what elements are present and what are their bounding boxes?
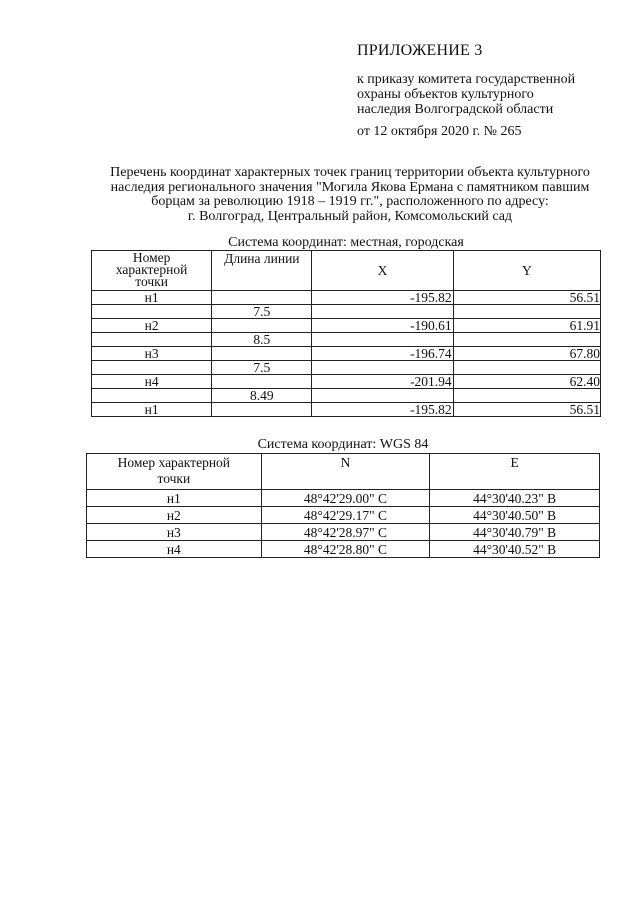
cell-point: н4 [87, 541, 262, 558]
cell-y [453, 305, 600, 319]
cell-length: 7.5 [212, 305, 312, 319]
header-n: N [261, 454, 430, 490]
table-local-coordinates [91, 250, 601, 417]
table-row [92, 347, 601, 361]
cell-point: н1 [92, 403, 212, 417]
cell-x: -195.82 [312, 403, 453, 417]
cell-x: -196.74 [312, 347, 453, 361]
appendix-date: от 12 октября 2020 г. № 265 [357, 124, 522, 139]
table-row [92, 319, 601, 333]
table-row [92, 333, 601, 347]
table-row [92, 305, 601, 319]
appendix-title: ПРИЛОЖЕНИЕ 3 [357, 42, 483, 59]
cell-x: -190.61 [312, 319, 453, 333]
cell-point [92, 361, 212, 375]
table-row [92, 389, 601, 403]
cell-n: 48°42'28.97" С [261, 524, 430, 541]
table-row [92, 361, 601, 375]
cell-length [212, 319, 312, 333]
cell-length: 7.5 [212, 361, 312, 375]
cell-point: н2 [87, 507, 262, 524]
cell-length: 8.49 [212, 389, 312, 403]
cell-x [312, 389, 453, 403]
cell-y: 56.51 [453, 291, 600, 305]
table-header-row [87, 454, 600, 490]
cell-n: 48°42'29.17" С [261, 507, 430, 524]
header-line-length: Длина линии [212, 251, 312, 291]
cell-x [312, 305, 453, 319]
cell-y [453, 389, 600, 403]
cell-x [312, 333, 453, 347]
table-row [87, 524, 600, 541]
cell-n: 48°42'29.00" С [261, 490, 430, 507]
header-e: E [430, 454, 600, 490]
cell-point [92, 333, 212, 347]
cell-e: 44°30'40.79" В [430, 524, 600, 541]
header-point-number [87, 454, 262, 490]
header-y: Y [453, 251, 600, 291]
cell-point: н1 [87, 490, 262, 507]
header-line: Номер [132, 250, 171, 265]
cell-point: н4 [92, 375, 212, 389]
header-line: характерной [115, 262, 188, 277]
cell-y: 56.51 [453, 403, 600, 417]
cell-length [212, 403, 312, 417]
heading-line: Перечень координат характерных точек границ территории объекта культурного [110, 165, 590, 180]
header-line: Номер характерной [117, 455, 231, 470]
table-wgs-caption: Система координат: WGS 84 [257, 437, 429, 452]
table-row [92, 375, 601, 389]
header-line: точки [135, 274, 168, 289]
cell-point [92, 305, 212, 319]
cell-length: 8.5 [212, 333, 312, 347]
cell-y [453, 333, 600, 347]
table-local-caption: Система координат: местная, городская [228, 235, 464, 250]
cell-x [312, 361, 453, 375]
header-point-number [92, 251, 212, 291]
table-row [92, 403, 601, 417]
cell-point: н3 [87, 524, 262, 541]
cell-point: н2 [92, 319, 212, 333]
cell-point: н3 [92, 347, 212, 361]
cell-n: 48°42'28.80" С [261, 541, 430, 558]
appendix-line: наследия Волгоградской области [357, 102, 554, 117]
cell-length [212, 291, 312, 305]
cell-point [92, 389, 212, 403]
table-row [87, 507, 600, 524]
cell-y: 67.80 [453, 347, 600, 361]
table-row [92, 291, 601, 305]
cell-y [453, 361, 600, 375]
cell-point: н1 [92, 291, 212, 305]
cell-y: 62.40 [453, 375, 600, 389]
table-row [87, 490, 600, 507]
table-header-row [92, 251, 601, 291]
cell-y: 61.91 [453, 319, 600, 333]
table-wgs84-coordinates [86, 453, 600, 558]
heading-line: г. Волгоград, Центральный район, Комсомольский сад [187, 208, 513, 224]
heading-line: наследия регионального значения "Могила Якова Ермана с памятником павшим [110, 179, 590, 195]
header-line: точки [157, 471, 191, 486]
table-row [87, 541, 600, 558]
cell-x: -201.94 [312, 375, 453, 389]
cell-e: 44°30'40.52" В [430, 541, 600, 558]
heading-line: борцам за революцию 1918 – 1919 гг.", расположенного по адресу: [151, 194, 549, 209]
appendix-line: к приказу комитета государственной [357, 72, 576, 87]
header-x: X [312, 251, 453, 291]
cell-length [212, 347, 312, 361]
document-heading [60, 166, 640, 224]
cell-e: 44°30'40.50" В [430, 507, 600, 524]
cell-length [212, 375, 312, 389]
cell-x: -195.82 [312, 291, 453, 305]
appendix-line: охраны объектов культурного [357, 87, 534, 102]
cell-e: 44°30'40.23" В [430, 490, 600, 507]
